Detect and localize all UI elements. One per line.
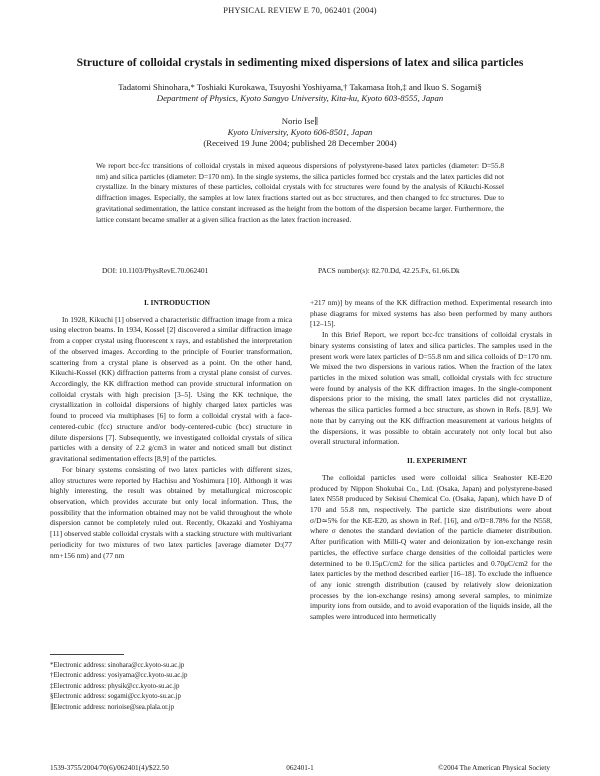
footnote: ‡Electronic address: physik@cc.kyoto-su.ac.jp xyxy=(50,682,180,690)
footer-copyright: ©2004 The American Physical Society xyxy=(438,764,550,772)
authors-line: Tadatomi Shinohara,* Toshiaki Kurokawa, Tsuyoshi Yoshiyama,† Takamasa Itoh,‡ and Ikuo S. Sogami§ xyxy=(118,82,482,92)
left-column xyxy=(50,298,292,561)
right-column xyxy=(310,298,552,623)
footer-page-number: 062401-1 xyxy=(286,764,314,772)
pacs-numbers: PACS number(s): 82.70.Dd, 42.25.Fx, 61.66.Dk xyxy=(318,266,460,275)
section-heading-introduction: I. INTRODUCTION xyxy=(143,298,211,307)
abstract: We report bcc-fcc transitions of colloidal crystals in mixed aqueous dispersions of polystyrene-based latex particles (diameter: D=55.8 nm) and silica particles (diameter: D=170 nm). In the single systems, the silica particles formed bcc crystals and the latex particles did not crystallize. In the binary mixtures of these particles, colloidal crystals with fcc structures were found by the analysis of Kikuchi-Kossel diffraction images. Especially, the samples at low latex fractions started out as bcc structures, and then changed to fcc structures. Due to gravitational sedimentation, the lattice constant increased as the height from the bottom of the dispersion became larger. Furthermore, the lattice constant became smaller at a given silica fraction as the latex fraction increased. xyxy=(96,161,504,224)
footnote: †Electronic address: yosiyama@cc.kyoto-su.ac.jp xyxy=(50,672,188,680)
author-block-1 xyxy=(20,82,580,104)
affiliation-1: Department of Physics, Kyoto Sangyo University, Kita-ku, Kyoto 603-8555, Japan xyxy=(156,93,444,103)
intro-paragraph: In 1928, Kikuchi [1] observed a characteristic diffraction image from a mica using electron beams. In 1934, Kossel [2] discovered a similar diffraction image from a copper crystal using fluorescent x rays, and established the interpretation of the observed images. According to the principle of Fourier transformation, scattering from a crystal plane is observed as a point. On the other hand, Kikuchi-Kossel (KK) diffraction patterns from a crystal plane consist of curves. Accordingly, the KK diffraction method can provide structural information on colloidal crystals with high precision [3–5]. Using the KK technique, the crystallization in colloidal dispersions of highly charged latex particles was found to proceed via multiphases [6] to form a colloidal crystal with a face-centered-cubic (fcc) structure and/or body-centered-cubic (bcc) structure in dilute dispersions [7]. Subsequently, we investigated colloidal crystals of silica particles with a density of 2.2 g/cm3 in water and noticed small but distinct gravitational sedimentation effects [8,9] of the particles. xyxy=(50,314,292,464)
author-block-2 xyxy=(20,116,580,149)
affiliation-2: Kyoto University, Kyoto 606-8501, Japan xyxy=(227,127,373,137)
experiment-paragraph: The colloidal particles used were colloidal silica Seahoster KE-E20 produced by Nippon Shokubai Co., Ltd. (Osaka, Japan) and polystyrene-based latex N558 produced by Sekisui Chemical Co. (Osaka, Japan), which have D of 170 and 55.8 nm, respectively. The particle size distributions were about σ/D≃5% for the KE-E20, as shown in Ref. [16], and σ/D=8.78% for the N558, where σ denotes the standard deviation of the particle diameter distribution. After purification with Milli-Q water and deionization by ion-exchange resin particles, the effective surface charge densities of the colloidal particles were determined to be 0.15μC/cm2 for the silica particles and 0.70μC/cm2 for the latex particles by the method described earlier [16–18]. To exclude the influence of any ionic strength distribution (caused by relatively slow deionization processes by the ion-exchange resins) among several samples, to minimize impurity ions from outside, and to avoid evaporation of the liquids inside, all the samples were introduced into hermetically xyxy=(310,472,552,622)
body-paragraph: +217 nm)] by means of the KK diffraction method. Experimental research into phase diagrams for mixed systems has also been performed by many authors [12–15]. xyxy=(310,298,552,329)
doi-link[interactable]: DOI: 10.1103/PhysRevE.70.062401 xyxy=(102,266,209,275)
footnotes xyxy=(50,661,292,713)
paper-title: Structure of colloidal crystals in sedimenting mixed dispersions of latex and silica particles xyxy=(76,56,524,69)
footnote: *Electronic address: sinohara@cc.kyoto-su.ac.jp xyxy=(50,662,185,669)
footer-issn: 1539-3755/2004/70(6)/062401(4)/$22.50 xyxy=(50,764,169,772)
received-dates: (Received 19 June 2004; published 28 December 2004) xyxy=(203,138,397,148)
body-paragraph: In this Brief Report, we report bcc-fcc transitions of colloidal crystals in binary systems consisting of latex and silica particles. The samples used in the present work were latex particles of D=55.8 nm and silica colloids of D=170 nm. We mixed the two dispersions in various ratios. When the fraction of the latex particles in the mixed solution was small, colloidal crystals with fcc structure were found by analysis of the KK diffraction images. In the single-component dispersions prior to the mixing, the small latex particles did not crystallize, whereas the silica particles formed a bcc structure, as shown in Refs. [8,9]. We note that by carrying out the KK diffraction measurement at various heights of the dispersions, it was possible to obtain accurately not only local but also overall structural information. xyxy=(310,330,552,447)
section-heading-experiment: II. EXPERIMENT xyxy=(407,456,467,466)
intro-paragraph: For binary systems consisting of two latex particles with different sizes, alloy structures were reported by Hachisu and Yoshimura [10]. Although it was highly interesting, the result was obtained by metallurgical microscopic observation, which provides accurate but only local information. Thus, the possibility that the information obtained may not be valid throughout the whole dispersion cannot be completely ruled out. Recently, Okazaki and Yoshiyama [11] observed stable colloidal crystals with a stacking structure with multivariant periodicity for two mixtures of two latex particles [average diameter D:(77 nm+156 nm) and (77 nm xyxy=(50,464,292,560)
footnote: ∥Electronic address: norioise@sea.plala.or.jp xyxy=(50,703,175,711)
running-head: PHYSICAL REVIEW E 70, 062401 (2004) xyxy=(223,6,377,15)
footnote-rule xyxy=(50,654,124,655)
footnote: §Electronic address: sogami@cc.kyoto-su.ac.jp xyxy=(50,693,181,701)
author-2: Norio Ise∥ xyxy=(281,116,319,126)
